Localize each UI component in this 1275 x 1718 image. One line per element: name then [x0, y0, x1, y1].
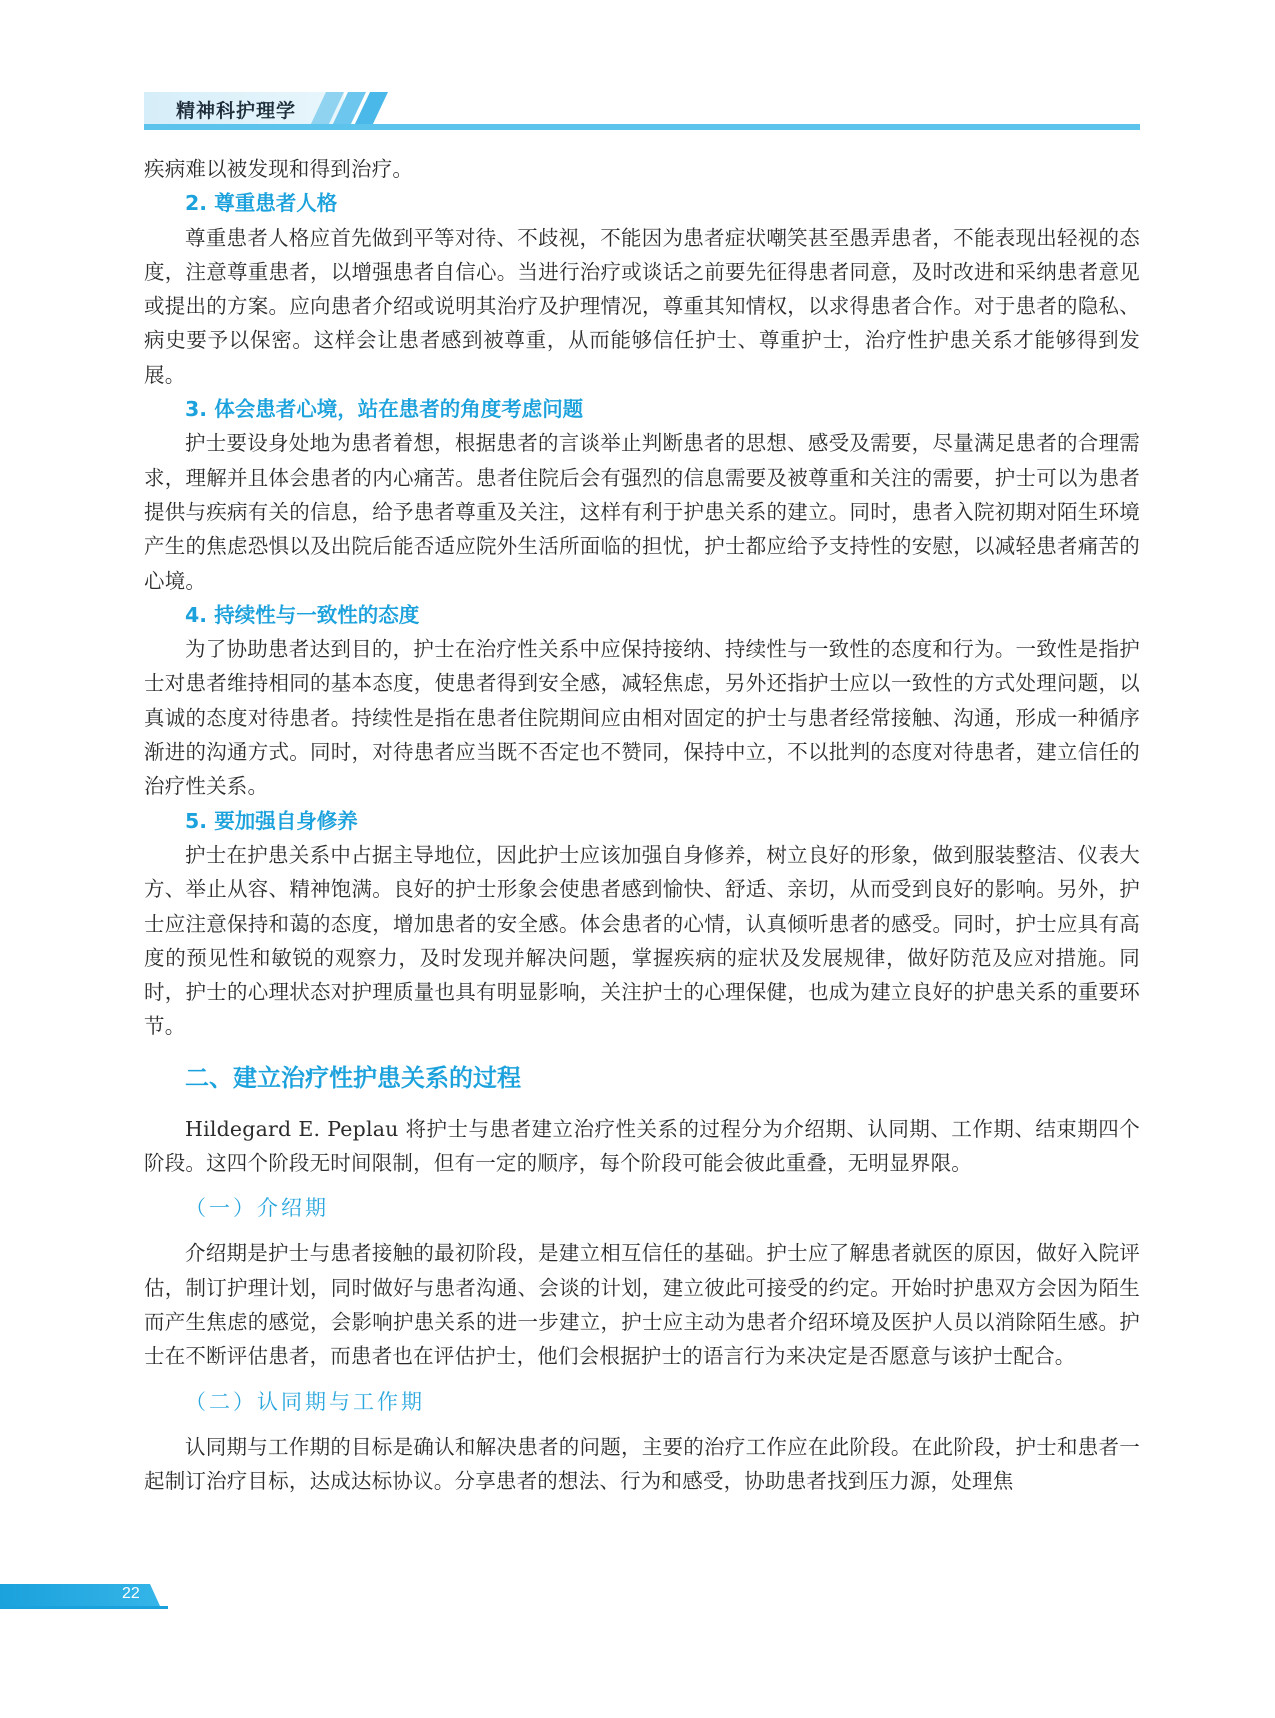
section-heading-process: 二、建立治疗性护患关系的过程 — [185, 1063, 521, 1092]
paragraph-self-cultivation: 护士在护患关系中占据主导地位，因此护士应该加强自身修养，树立良好的形象，做到服装整洁、仪表大方、举止从容、精神饱满。良好的护士形象会使患者感到愉快、舒适、亲切，从而受到良好的影响。另外，护士应注意保持和蔼的态度，增加患者的安全感。体会患者的心情，认真倾听患者的感受。同时，护士应具有高度的预见性和敏锐的观察力，及时发现并解决问题，掌握疾病的症状及发展规律，做好防范及应对措施。同时，护士的心理状态对护理质量也具有明显影响，关注护士的心理保健，也成为建立良好的护患关系的重要环节。 — [144, 842, 1140, 1039]
paragraph-introduction-phase: 介绍期是护士与患者接触的最初阶段，是建立相互信任的基础。护士应了解患者就医的原因，做好入院评估，制订护理计划，同时做好与患者沟通、会谈的计划，建立彼此可接受的约定。开始时护患双方会因为陌生而产生焦虑的感觉，会影响护患关系的进一步建立，护士应主动为患者介绍环境及医护人员以消除陌生感。护士在不断评估患者，而患者也在评估护士，他们会根据护士的语言行为来决定是否愿意与该护士配合。 — [144, 1241, 1140, 1369]
book-title: 精神科护理学 — [176, 100, 297, 122]
paragraph-consistency: 为了协助患者达到目的，护士在治疗性关系中应保持接纳、持续性与一致性的态度和行为。一致性是指护士对患者维持相同的基本态度，使患者得到安全感，减轻焦虑，另外还指护士应以一致性的方式处理问题，以真诚的态度对待患者。持续性是指在患者住院期间应由相对固定的护士与患者经常接触、沟通，形成一种循序渐进的沟通方式。同时，对待患者应当既不否定也不赞同，保持中立，不以批判的态度对待患者，建立信任的治疗性关系。 — [144, 637, 1140, 799]
paragraph-process-intro: Hildegard E. Peplau 将护士与患者建立治疗性关系的过程分为介绍期、认同期、工作期、结束期四个阶段。这四个阶段无时间限制，但有一定的顺序，每个阶段可能会彼此重叠，无明显界限。 — [144, 1116, 1140, 1176]
subheading-identification-working-phase: （二）认同期与工作期 — [185, 1389, 425, 1414]
heading-consistency: 4. 持续性与一致性的态度 — [185, 602, 420, 627]
header-rule — [144, 124, 1140, 130]
subheading-introduction-phase: （一）介绍期 — [185, 1196, 329, 1221]
page-footer — [0, 1584, 180, 1614]
paragraph-identification-working-phase: 认同期与工作期的目标是确认和解决患者的问题，主要的治疗工作应在此阶段。在此阶段，护士和患者一起制订治疗目标，达成达标协议。分享患者的想法、行为和感受，协助患者找到压力源，处理焦 — [144, 1434, 1140, 1493]
heading-empathy: 3. 体会患者心境，站在患者的角度考虑问题 — [185, 397, 584, 422]
heading-self-cultivation: 5. 要加强自身修养 — [185, 808, 358, 833]
page-number: 22 — [122, 1585, 140, 1602]
paragraph-respect-personality: 尊重患者人格应首先做到平等对待、不歧视，不能因为患者症状嘲笑甚至愚弄患者，不能表现出轻视的态度，注意尊重患者，以增强患者自信心。当进行治疗或谈话之前要先征得患者同意，及时改进和采纳患者意见或提出的方案。应向患者介绍或说明其治疗及护理情况，尊重其知情权，以求得患者合作。对于患者的隐私、病史要予以保密。这样会让患者感到被尊重，从而能够信任护士、尊重护士，治疗性护患关系才能够得到发展。 — [144, 225, 1140, 387]
footer-rule — [0, 1606, 168, 1609]
paragraph-empathy: 护士要设身处地为患者着想，根据患者的言谈举止判断患者的思想、感受及需要，尽量满足患者的合理需求，理解并且体会患者的内心痛苦。患者住院后会有强烈的信息需要及被尊重和关注的需要，护士可以为患者提供与疾病有关的信息，给予患者尊重及关注，这样有利于护患关系的建立。同时，患者入院初期对陌生环境产生的焦虑恐惧以及出院后能否适应院外生活所面临的担忧，护士都应给予支持性的安慰，以减轻患者痛苦的心境。 — [144, 431, 1140, 593]
running-header — [144, 92, 1140, 132]
paragraph-continued: 疾病难以被发现和得到治疗。 — [144, 157, 414, 181]
page-content — [144, 152, 1140, 1498]
header-stripes-decoration — [292, 92, 452, 126]
heading-respect-personality: 2. 尊重患者人格 — [185, 191, 338, 216]
